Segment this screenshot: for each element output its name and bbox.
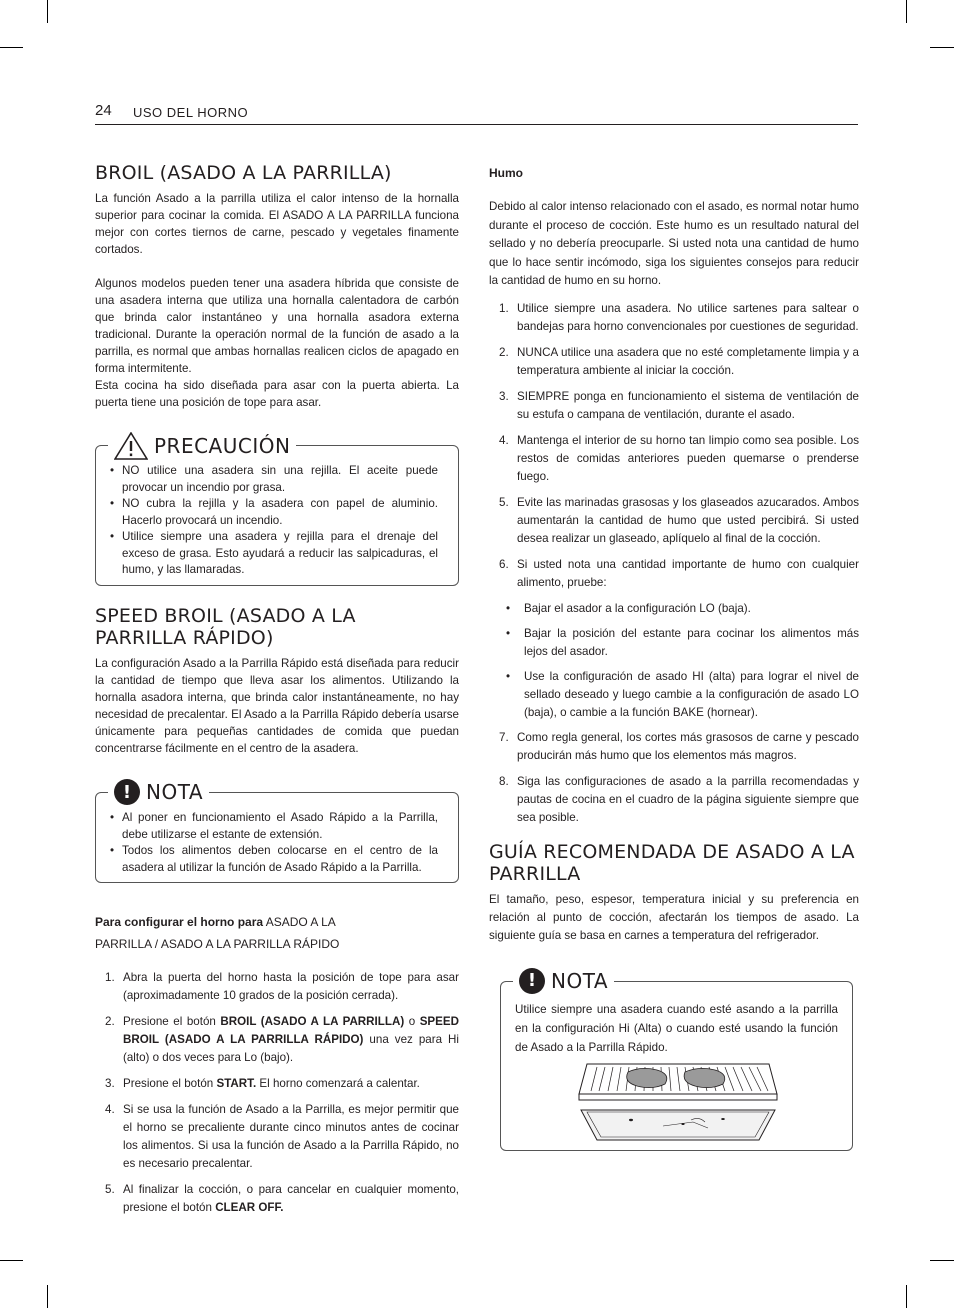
humo-step [489, 773, 859, 827]
warning-icon [114, 432, 148, 460]
nota-header [513, 968, 614, 994]
step-text: Mantenga el interior de su horno tan limpio como sea posible. Los restos de comidas anteriores pueden quemarse o prenderse fuego. [517, 433, 859, 483]
setup-step [95, 1013, 459, 1067]
humo-steps-cont [489, 729, 859, 827]
humo-step [489, 556, 859, 592]
broil-paragraph: Algunos modelos pueden tener una asadera híbrida que consiste de una asadera interna que utiliza una hornalla calentadora de carbón que brinda calor instantáneo y una hornalla asadora externa tradicional. Durante la operación normal de la función de asado a la parrilla, es normal que ambas hornallas realicen ciclos de apagado en forma intermitente. [95, 277, 459, 375]
step-text: Si usted nota una cantidad importante de humo con cualquier alimento, pruebe: [517, 557, 859, 589]
step-text: Utilice siempre una asadera. No utilice sartenes para saltear o bandejas para horno convencionales por cuestiones de seguridad. [517, 301, 859, 333]
precaucion-box [95, 434, 459, 586]
nota-title: NOTA [146, 780, 204, 804]
humo-step [489, 300, 859, 336]
precaucion-title: PRECAUCIÓN [154, 434, 291, 458]
button-name: START. [216, 1077, 257, 1090]
humo-step [489, 344, 859, 380]
step-text: Como regla general, los cortes más grasosos de carne y pescado producirán más humo que los elementos más magros. [517, 730, 859, 762]
right-column [489, 166, 859, 1151]
setup-heading-rest: PARRILLA / ASADO A LA PARRILLA RÁPIDO [95, 937, 340, 951]
step-text: SIEMPRE ponga en funcionamiento el sistema de ventilación de su estufa o campana de ventilación, durante el asado. [517, 389, 859, 421]
precaucion-item: • NO cubra la rejilla y la asadera con papel de aluminio. Hacerlo provocará un incendio. [108, 496, 438, 529]
step-text: Abra la puerta del horno hasta la posición de tope para asar (aproximadamente 10 grados de la posición cerrada). [123, 971, 459, 1002]
step-text: Al finalizar la cocción, o para cancelar en cualquier momento, presione el botón [123, 1183, 459, 1214]
nota-title: NOTA [551, 968, 609, 993]
step-number: 4. [105, 1103, 115, 1116]
setup-step [95, 1101, 459, 1173]
precaucion-item: • NO utilice una asadera sin una rejilla. El aceite puede provocar un incendio por grasa. [108, 463, 438, 496]
humo-step [489, 729, 859, 765]
broil-title: BROIL (ASADO A LA PARRILLA) [95, 162, 392, 184]
step-number: 3. [105, 1077, 115, 1090]
step-text: Siga las configuraciones de asado a la parrilla recomendadas y pautas de cocina en el cuadro de la página siguiente siempre que sea posible. [517, 774, 859, 824]
step-text: o [404, 1015, 420, 1028]
exclamation-icon: ! [114, 779, 140, 805]
page-header [95, 100, 858, 125]
step-number: 5. [105, 1183, 115, 1196]
broil-paragraph: Esta cocina ha sido diseñada para asar con la puerta abierta. La puerta tiene una posición de tope para asar. [95, 379, 459, 409]
step-number: 2. [105, 1015, 115, 1028]
crop-mark [0, 1260, 23, 1261]
setup-step [95, 1181, 459, 1217]
crop-mark [0, 47, 23, 48]
guide-paragraph: El tamaño, peso, espesor, temperatura inicial y su preferencia en relación al punto de cocción, afectarán los tiempos de asado. La siguiente guía se basa en carnes a temperatura del refrigerador. [489, 892, 859, 942]
setup-heading-rest: ASADO A LA [263, 915, 336, 929]
setup-step [95, 969, 459, 1005]
nota-box-2 [500, 968, 853, 1151]
step-text: Evite las marinadas grasosas y los glaseados azucarados. Ambos aumentarán la cantidad de humo que usted percibirá. Si usted desea realizar un glaseado, aplíquelo al final de la cocción. [517, 495, 859, 545]
humo-step [489, 494, 859, 548]
step-text: una vez para Hi (alto) o dos veces para Lo (bajo). [123, 1033, 459, 1064]
humo-bullet: • Bajar la posición del estante para cocinar los alimentos más lejos del asador. [489, 625, 859, 661]
humo-step [489, 388, 859, 424]
nota-box-1 [95, 780, 459, 883]
left-column [95, 162, 459, 1225]
speed-broil-title: SPEED BROIL (ASADO A LA PARRILLA RÁPIDO) [95, 605, 356, 649]
speed-broil-paragraph: La configuración Asado a la Parrilla Rápido está diseñada para reducir la cantidad de tiempo que lleva asar los alimentos. Utilizando la hornalla asadora interna, que brinda calor instantáneamente, no hay necesidad de precalentar. El Asado a la Parrilla Rápido debería usarse únicamente para pequeñas cantidades de comida que puedan concentrarse fácilmente en el centro de la asadera. [95, 657, 459, 755]
step-number: 3. [499, 389, 509, 403]
humo-bullet: • Bajar el asador a la configuración LO (baja). [489, 600, 859, 618]
exclamation-icon: ! [519, 968, 545, 994]
nota-text: Utilice siempre una asadera cuando esté asando a la parrilla en la configuración Hi (Alta) o cuando esté usando la función de Asado a la Parrilla Rápido. [515, 1002, 838, 1054]
crop-mark [906, 1285, 907, 1308]
setup-heading [95, 911, 459, 955]
step-text: NUNCA utilice una asadera que no esté completamente limpia y a temperatura ambiente al iniciar la cocción. [517, 345, 859, 377]
humo-steps [489, 300, 859, 592]
page-number: 24 [95, 102, 112, 119]
button-name: BROIL (ASADO A LA PARRILLA) [220, 1015, 405, 1028]
nota-header [108, 779, 209, 805]
crop-mark [930, 1260, 954, 1261]
step-text: Presione el botón [123, 1077, 217, 1090]
setup-step [95, 1075, 459, 1093]
guide-title: GUÍA RECOMENDADA DE ASADO A LA PARRILLA [489, 840, 855, 885]
humo-intro: Debido al calor intenso relacionado con el asado, es normal notar humo durante el proceso de cocción. Este humo es un resultado natural del sellado y no debería preocuparle. Si usted nota una cantidad de humo que lo hace sentir incómodo, siga los siguientes consejos para reducir la cantidad de humo en su horno. [489, 200, 859, 287]
crop-mark [47, 1285, 48, 1308]
nota-item: • Al poner en funcionamiento el Asado Rápido a la Parrilla, debe utilizarse el estante de extensión. [108, 810, 438, 843]
broil-paragraph: La función Asado a la parrilla utiliza el calor intenso de la hornalla superior para cocinar la comida. El ASADO A LA PARRILLA funciona mejor con cortes tiernos de carne, pescado y vegetales finamente cortados. [95, 192, 459, 256]
section-name: USO DEL HORNO [133, 105, 249, 120]
crop-mark [47, 0, 48, 23]
step-number: 7. [499, 730, 509, 744]
step-text: Presione el botón [123, 1015, 221, 1028]
humo-step [489, 432, 859, 486]
button-name: CLEAR OFF. [215, 1201, 284, 1214]
button-name: SPEED BROIL (ASADO A LA PARRILLA RÁPIDO) [123, 1015, 459, 1046]
nota-item: • Todos los alimentos deben colocarse en el centro de la asadera al utilizar la función de Asado Rápido a la Parrilla. [108, 843, 438, 876]
step-number: 2. [499, 345, 509, 359]
step-number: 6. [499, 557, 509, 571]
crop-mark [906, 0, 907, 23]
setup-heading-bold: Para configurar el horno para [95, 915, 264, 929]
step-number: 1. [499, 301, 509, 315]
broiler-pan-illustration [573, 1062, 783, 1144]
humo-bullet: • Use la configuración de asado HI (alta) para lograr el nivel de sellado deseado y luego cambie a la configuración de asado LO (baja), o cambie a la función BAKE (hornear). [489, 668, 859, 722]
step-text: Si se usa la función de Asado a la Parrilla, es mejor permitir que el horno se precaliente durante cinco minutos antes de cocinar los alimentos. Si usa la función de Asado a la Parrilla Rápido, no es necesario precalentar. [123, 1103, 459, 1170]
crop-mark [930, 47, 954, 48]
precaucion-header [108, 432, 296, 460]
step-number: 8. [499, 774, 509, 788]
humo-bullets [489, 600, 859, 722]
step-number: 5. [499, 495, 509, 509]
step-text: El horno comenzará a calentar. [256, 1077, 420, 1090]
step-number: 4. [499, 433, 509, 447]
setup-steps [95, 969, 459, 1217]
precaucion-item: • Utilice siempre una asadera y rejilla para el drenaje del exceso de grasa. Esto ayudará a reducir las salpicaduras, el humo, y las llamaradas. [108, 529, 438, 579]
humo-title: Humo [489, 166, 523, 180]
step-number: 1. [105, 971, 115, 984]
